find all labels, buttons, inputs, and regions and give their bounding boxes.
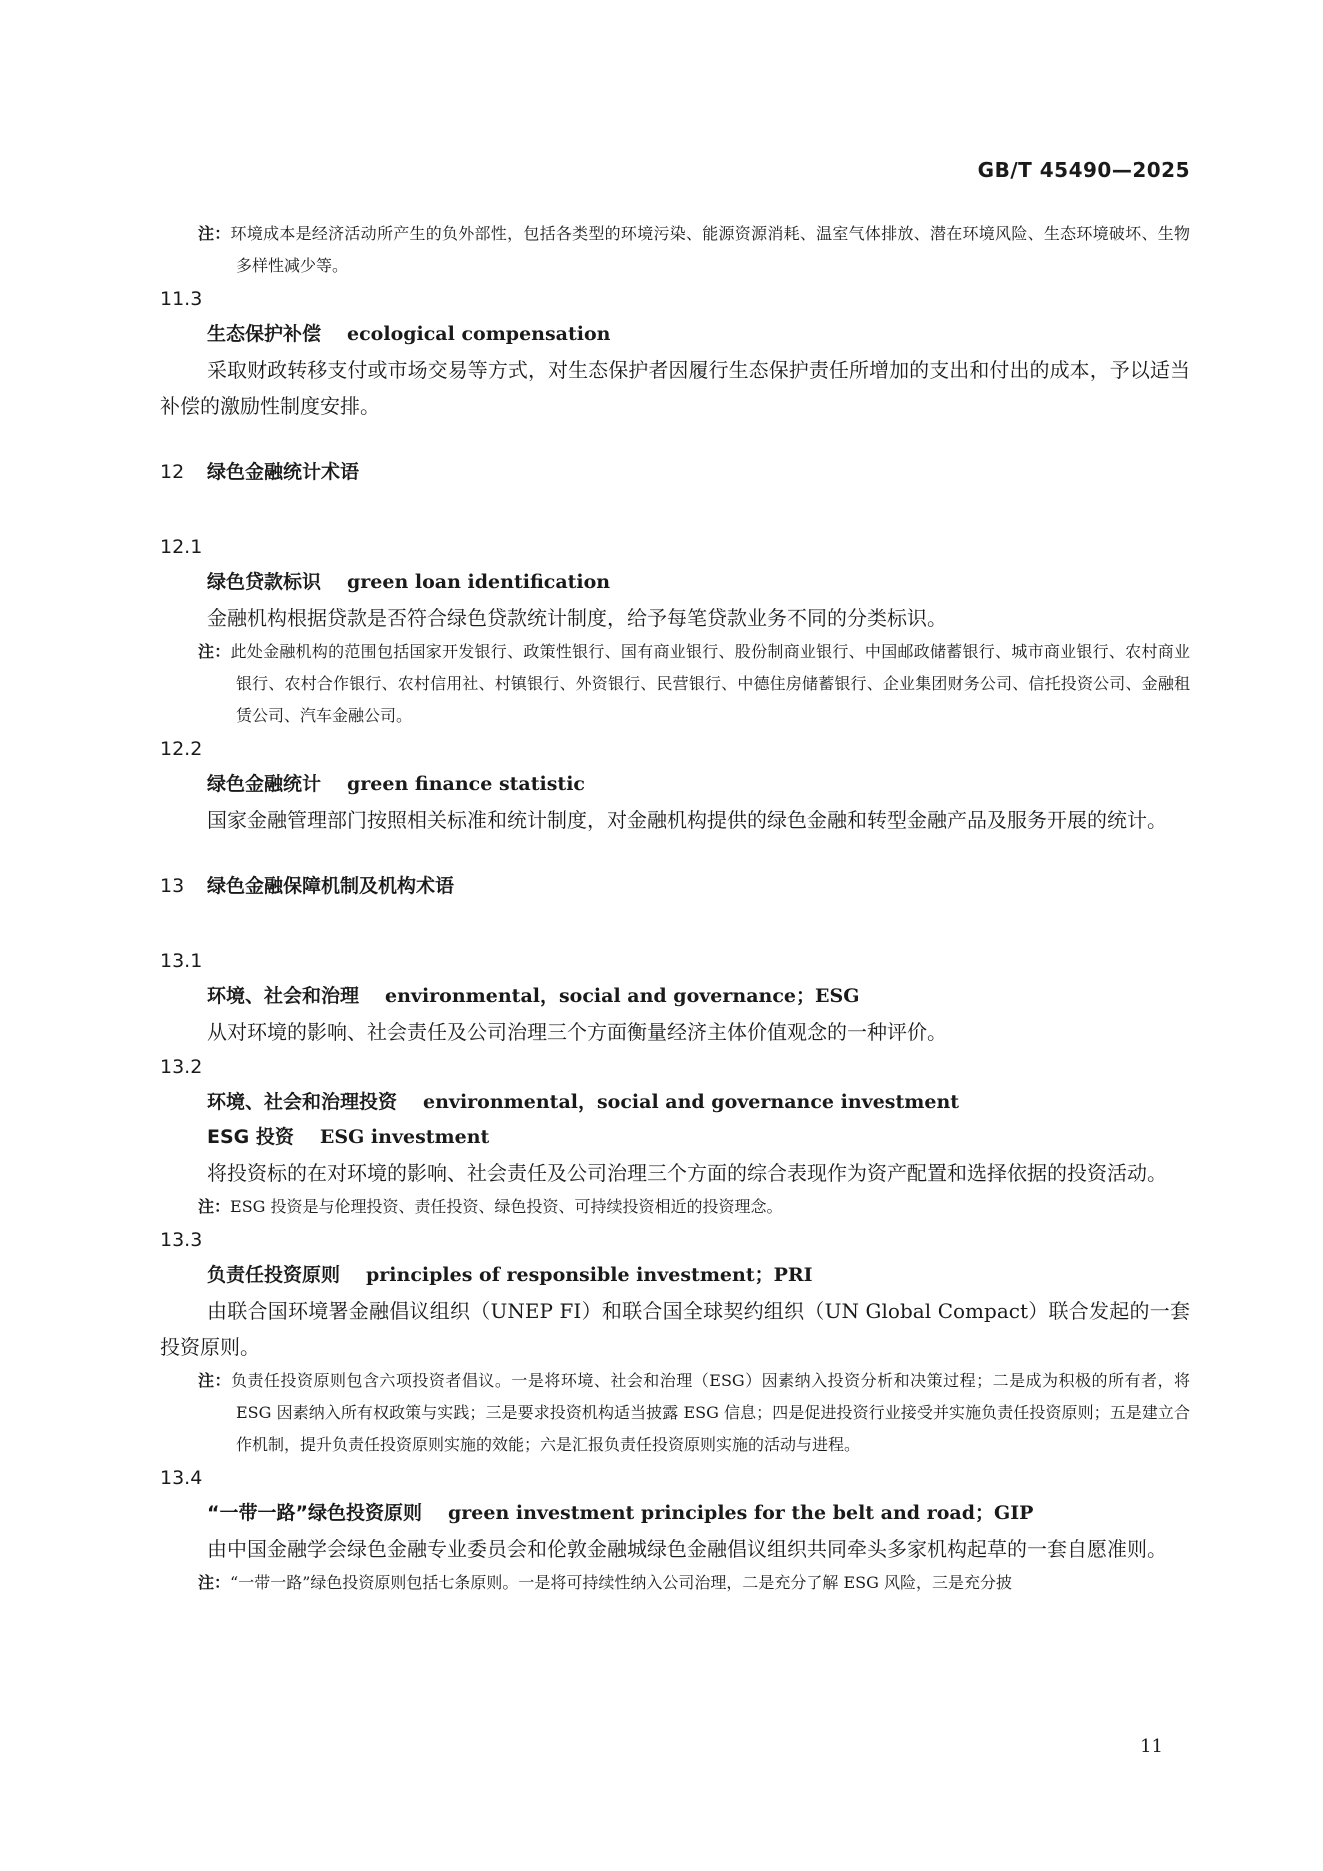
term-13-3 <box>207 1258 1190 1293</box>
term-en: green investment principles for the belt and road；GIP <box>447 1502 1034 1524</box>
clause-number-13-4: 13.4 <box>160 1467 203 1489</box>
note-label: 注： <box>198 1197 231 1216</box>
note-label: 注： <box>198 224 231 243</box>
definition-13-1: 从对环境的影响、社会责任及公司治理三个方面衡量经济主体价值观念的一种评价。 <box>207 1020 947 1044</box>
term-en: green finance statistic <box>347 773 585 795</box>
alt-term-en: ESG investment <box>319 1126 490 1148</box>
note-label: 注： <box>198 1573 231 1592</box>
page-number: 11 <box>1140 1736 1163 1757</box>
term-zh: 绿色金融统计 <box>207 773 322 795</box>
definition-13-2: 将投资标的在对环境的影响、社会责任及公司治理三个方面的综合表现作为资产配置和选择依据的投资活动。 <box>207 1161 1167 1185</box>
chapter-13-heading <box>160 868 1190 904</box>
alt-term-zh: ESG 投资 <box>207 1126 294 1148</box>
chapter-number: 12 <box>160 461 185 483</box>
definition-11-3: 采取财政转移支付或市场交易等方式，对生态保护者因履行生态保护责任所增加的支出和付出的成本，予以适当补偿的激励性制度安排。 <box>160 358 1190 418</box>
term-en: environmental，social and governance investment <box>423 1091 960 1113</box>
clause-number-11-3: 11.3 <box>160 288 203 310</box>
term-en: ecological compensation <box>347 323 611 345</box>
note-label: 注： <box>198 642 231 661</box>
note-13-2 <box>198 1191 1190 1223</box>
note-13-3 <box>198 1365 1190 1461</box>
note-13-4 <box>198 1567 1190 1599</box>
term-13-4 <box>207 1496 1190 1531</box>
term-13-1 <box>207 979 1190 1014</box>
term-12-2 <box>207 767 1190 802</box>
note-text: “一带一路”绿色投资原则包括七条原则。一是将可持续性纳入公司治理，二是充分了解 ESG 风险，三是充分披 <box>230 1573 1012 1592</box>
term-zh: 负责任投资原则 <box>207 1264 341 1286</box>
definition-12-1: 金融机构根据贷款是否符合绿色贷款统计制度，给予每笔贷款业务不同的分类标识。 <box>207 606 947 630</box>
clause-number-12-2: 12.2 <box>160 738 203 760</box>
note-label: 注： <box>198 1371 231 1390</box>
chapter-12-heading <box>160 454 1190 490</box>
term-zh: 环境、社会和治理 <box>207 985 360 1007</box>
term-11-3 <box>207 317 1190 352</box>
term-zh: 生态保护补偿 <box>207 323 322 345</box>
clause-number-13-1: 13.1 <box>160 950 203 972</box>
term-en: environmental，social and governance；ESG <box>385 985 860 1007</box>
page-content <box>160 218 1190 1599</box>
chapter-title: 绿色金融统计术语 <box>207 461 360 483</box>
note-text: 负责任投资原则包含六项投资者倡议。一是将环境、社会和治理（ESG）因素纳入投资分析和决策过程；二是成为积极的所有者，将 ESG 因素纳入所有权政策与实践；三是要求投资机构适当披露 ESG 信息；四是促进投资行业接受并实施负责任投资原则；五是建立合作机制，提升负责任投资原则实施的效能；六是汇报负责任投资原则实施的活动与进程。 <box>231 1371 1190 1454</box>
note-12-1 <box>198 636 1190 732</box>
alt-term-13-2 <box>207 1120 1190 1155</box>
clause-number-13-2: 13.2 <box>160 1056 203 1078</box>
chapter-number: 13 <box>160 875 185 897</box>
term-zh: “一带一路”绿色投资原则 <box>207 1502 422 1524</box>
definition-12-2: 国家金融管理部门按照相关标准和统计制度，对金融机构提供的绿色金融和转型金融产品及服务开展的统计。 <box>207 808 1167 832</box>
chapter-title: 绿色金融保障机制及机构术语 <box>207 875 455 897</box>
term-zh: 绿色贷款标识 <box>207 571 322 593</box>
note-text: 环境成本是经济活动所产生的负外部性，包括各类型的环境污染、能源资源消耗、温室气体排放、潜在环境风险、生态环境破坏、生物多样性减少等。 <box>230 224 1190 275</box>
definition-13-4: 由中国金融学会绿色金融专业委员会和伦敦金融城绿色金融倡议组织共同牵头多家机构起草的一套自愿准则。 <box>207 1537 1167 1561</box>
term-en: green loan identification <box>347 571 611 593</box>
clause-number-13-3: 13.3 <box>160 1229 203 1251</box>
term-zh: 环境、社会和治理投资 <box>207 1091 398 1113</box>
term-12-1 <box>207 565 1190 600</box>
definition-13-3: 由联合国环境署金融倡议组织（UNEP FI）和联合国全球契约组织（UN Global Compact）联合发起的一套投资原则。 <box>160 1299 1190 1359</box>
clause-number-12-1: 12.1 <box>160 536 203 558</box>
note-text: ESG 投资是与伦理投资、责任投资、绿色投资、可持续投资相近的投资理念。 <box>230 1197 783 1216</box>
term-13-2 <box>207 1085 1190 1120</box>
note-11-2 <box>198 218 1190 282</box>
standard-number: GB/T 45490—2025 <box>977 158 1190 182</box>
note-text: 此处金融机构的范围包括国家开发银行、政策性银行、国有商业银行、股份制商业银行、中国邮政储蓄银行、城市商业银行、农村商业银行、农村合作银行、农村信用社、村镇银行、外资银行、民营银行、中德住房储蓄银行、企业集团财务公司、信托投资公司、金融租赁公司、汽车金融公司。 <box>230 642 1190 725</box>
term-en: principles of responsible investment；PRI <box>366 1264 813 1286</box>
